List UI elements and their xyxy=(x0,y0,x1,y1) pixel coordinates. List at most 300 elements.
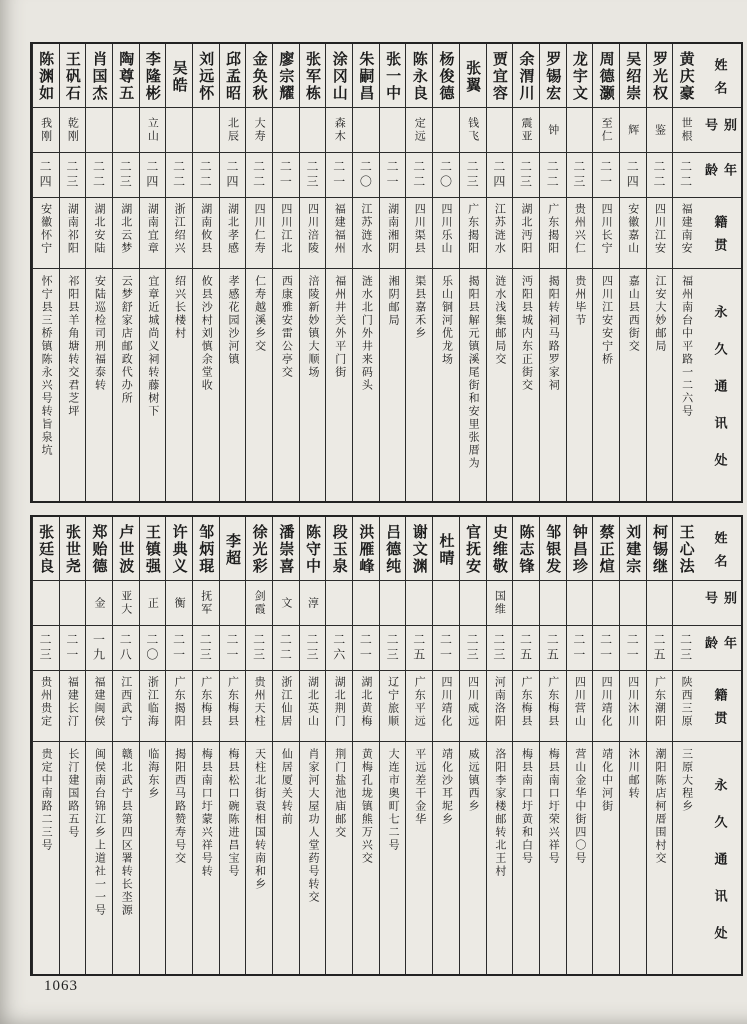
person-address: 贵定中南路二三号 xyxy=(40,748,53,852)
person-origin: 贵州兴仁 xyxy=(567,198,593,269)
person-origin: 四川江北 xyxy=(273,198,299,269)
person-name: 蔡正煊 xyxy=(593,517,619,581)
person-column xyxy=(619,44,646,501)
header-origin: 籍贯 xyxy=(699,198,741,269)
person-alias xyxy=(540,581,566,626)
person-alias: 淳 xyxy=(300,581,326,626)
person-age: 二〇 xyxy=(353,153,379,198)
person-age: 二二 xyxy=(540,153,566,198)
person-name: 陈志锋 xyxy=(513,517,539,581)
person-column xyxy=(379,517,406,974)
person-address: 祁阳县羊角塘转交君芝坪 xyxy=(66,275,79,418)
person-age: 二五 xyxy=(540,626,566,671)
person-origin: 湖北孝感 xyxy=(220,198,246,269)
person-address: 潮阳陈店柯厝围村交 xyxy=(653,748,666,865)
header-address: 永久通讯处 xyxy=(712,304,728,490)
person-age: 二二 xyxy=(86,153,112,198)
person-name: 王心法 xyxy=(673,517,699,581)
person-address: 三原大程乡 xyxy=(680,748,693,813)
person-age: 二四 xyxy=(620,153,646,198)
person-name: 金奂秋 xyxy=(246,44,272,108)
person-address: 大连市奥町七二号 xyxy=(387,748,400,852)
person-name: 邱孟昭 xyxy=(220,44,246,108)
person-column xyxy=(512,44,539,501)
person-name: 张世尧 xyxy=(60,517,86,581)
person-column xyxy=(325,44,352,501)
person-column xyxy=(379,44,406,501)
person-alias xyxy=(193,108,219,153)
person-age: 二三 xyxy=(193,626,219,671)
person-column xyxy=(432,44,459,501)
person-origin: 四川营山 xyxy=(567,671,593,742)
person-age: 二三 xyxy=(60,153,86,198)
person-age: 二四 xyxy=(33,153,59,198)
person-origin: 广东揭阳 xyxy=(166,671,192,742)
person-name: 贾宜容 xyxy=(487,44,513,108)
person-age: 二三 xyxy=(300,153,326,198)
person-column xyxy=(245,517,272,974)
person-address: 沐川邮转 xyxy=(627,748,640,800)
person-address: 江安大妙邮局 xyxy=(653,275,666,353)
person-column xyxy=(539,517,566,974)
person-address: 荆门盐池庙邮交 xyxy=(333,748,346,839)
person-origin: 安徽怀宁 xyxy=(33,198,59,269)
person-age: 一九 xyxy=(86,626,112,671)
person-alias xyxy=(33,581,59,626)
person-age: 二二 xyxy=(193,153,219,198)
person-origin: 广东梅县 xyxy=(513,671,539,742)
person-age: 二三 xyxy=(460,626,486,671)
header-column xyxy=(699,517,741,974)
person-address: 涟水北门外井来码头 xyxy=(360,275,373,392)
person-age: 二一 xyxy=(433,626,459,671)
person-column xyxy=(32,517,59,974)
person-alias: 亚大 xyxy=(113,581,139,626)
person-age: 二三 xyxy=(300,626,326,671)
person-origin: 福建福州 xyxy=(326,198,352,269)
person-alias xyxy=(273,108,299,153)
person-column xyxy=(59,44,86,501)
person-age: 二五 xyxy=(406,626,432,671)
person-origin: 安徽嘉山 xyxy=(620,198,646,269)
person-name: 王矾石 xyxy=(60,44,86,108)
person-origin: 贵州天柱 xyxy=(246,671,272,742)
person-alias xyxy=(567,581,593,626)
person-address: 云梦舒家店邮政代办所 xyxy=(120,275,133,405)
person-name: 吕德纯 xyxy=(380,517,406,581)
person-alias xyxy=(220,581,246,626)
person-address: 赣北武宁县第四区署转长坔源 xyxy=(120,748,133,917)
person-name: 陶尊五 xyxy=(113,44,139,108)
person-column xyxy=(219,517,246,974)
person-column xyxy=(672,517,699,974)
person-age: 二一 xyxy=(593,153,619,198)
person-address: 梅县南口圩蒙兴祥号转 xyxy=(200,748,213,878)
person-column xyxy=(59,517,86,974)
person-age: 二二 xyxy=(406,153,432,198)
person-address: 四川江安安宁桥 xyxy=(600,275,613,366)
person-column xyxy=(459,517,486,974)
person-age: 二八 xyxy=(113,626,139,671)
person-origin: 四川乐山 xyxy=(433,198,459,269)
person-address: 靖化中河街 xyxy=(600,748,613,813)
person-name: 张军栋 xyxy=(300,44,326,108)
person-address: 福州井关外平门街 xyxy=(333,275,346,379)
person-name: 邹银发 xyxy=(540,517,566,581)
person-alias xyxy=(487,108,513,153)
person-alias xyxy=(433,581,459,626)
person-address: 嘉山县西街交 xyxy=(627,275,640,353)
person-origin: 四川沐川 xyxy=(620,671,646,742)
person-name: 柯锡继 xyxy=(647,517,673,581)
person-address: 乐山铜河优龙场 xyxy=(440,275,453,366)
person-address: 黄梅孔垅镇熊万兴交 xyxy=(360,748,373,865)
person-age: 二〇 xyxy=(433,153,459,198)
header-alias: 别号 xyxy=(699,108,741,153)
person-alias: 正 xyxy=(140,581,166,626)
person-alias: 大寿 xyxy=(246,108,272,153)
person-age: 二六 xyxy=(326,626,352,671)
person-name: 段玉泉 xyxy=(326,517,352,581)
person-name: 钟昌珍 xyxy=(567,517,593,581)
person-name: 王镇强 xyxy=(140,517,166,581)
person-origin: 福建闽侯 xyxy=(86,671,112,742)
person-origin: 广东梅县 xyxy=(540,671,566,742)
directory-table-top xyxy=(30,42,743,503)
person-age: 二一 xyxy=(220,626,246,671)
person-origin: 湖北沔阳 xyxy=(513,198,539,269)
person-origin: 四川靖化 xyxy=(433,671,459,742)
person-alias: 立山 xyxy=(140,108,166,153)
person-alias xyxy=(406,581,432,626)
person-name: 陈永良 xyxy=(406,44,432,108)
person-name: 官抚安 xyxy=(460,517,486,581)
person-name: 陈守中 xyxy=(300,517,326,581)
person-origin: 广东梅县 xyxy=(220,671,246,742)
person-name: 刘远怀 xyxy=(193,44,219,108)
person-origin: 湖南宜章 xyxy=(140,198,166,269)
person-alias: 定远 xyxy=(406,108,432,153)
person-age: 二一 xyxy=(620,626,646,671)
person-name: 杜晴 xyxy=(433,517,459,581)
person-column xyxy=(192,44,219,501)
person-address: 揭阳县解元镇溪尾街和安里张厝为 xyxy=(467,275,480,470)
person-address: 长汀建国路五号 xyxy=(66,748,79,839)
person-name: 许典义 xyxy=(166,517,192,581)
person-alias xyxy=(380,108,406,153)
person-address: 平远差干金华 xyxy=(413,748,426,826)
person-age: 二三 xyxy=(246,626,272,671)
person-origin: 河南洛阳 xyxy=(487,671,513,742)
person-alias: 金 xyxy=(86,581,112,626)
header-address: 永久通讯处 xyxy=(712,777,728,963)
person-origin: 陕西三原 xyxy=(673,671,699,742)
person-origin: 浙江绍兴 xyxy=(166,198,192,269)
person-address: 涪陵新妙镇大顺场 xyxy=(307,275,320,379)
person-origin: 四川渠县 xyxy=(406,198,432,269)
person-name: 潘崇喜 xyxy=(273,517,299,581)
person-origin: 湖北云梦 xyxy=(113,198,139,269)
person-address: 绍兴长楼村 xyxy=(173,275,186,340)
person-age: 二二 xyxy=(647,153,673,198)
person-column xyxy=(272,517,299,974)
person-address: 渠县嘉禾乡 xyxy=(413,275,426,340)
person-age: 二三 xyxy=(487,626,513,671)
person-address: 涟水浅集邮局交 xyxy=(493,275,506,366)
header-name: 姓名 xyxy=(699,517,741,581)
person-name: 李超 xyxy=(220,517,246,581)
person-column xyxy=(139,517,166,974)
person-age: 二五 xyxy=(513,626,539,671)
person-alias xyxy=(60,581,86,626)
person-age: 二四 xyxy=(140,153,166,198)
person-origin: 四川威远 xyxy=(460,671,486,742)
person-column xyxy=(112,44,139,501)
person-age: 二二 xyxy=(673,153,699,198)
person-column xyxy=(486,44,513,501)
person-name: 罗光权 xyxy=(647,44,673,108)
person-name: 吴皓 xyxy=(166,44,192,108)
person-address: 梅县南口圩荣兴祥号 xyxy=(547,748,560,865)
person-age: 二五 xyxy=(647,626,673,671)
person-alias xyxy=(513,581,539,626)
person-age: 二四 xyxy=(487,153,513,198)
person-name: 罗锡宏 xyxy=(540,44,566,108)
person-name: 卢世波 xyxy=(113,517,139,581)
person-column xyxy=(165,44,192,501)
person-age: 二三 xyxy=(380,626,406,671)
person-alias: 钟 xyxy=(540,108,566,153)
person-alias: 鉴 xyxy=(647,108,673,153)
person-name: 徐光彩 xyxy=(246,517,272,581)
person-address: 靖化沙耳坭乡 xyxy=(440,748,453,826)
person-address: 营山金华中街四〇号 xyxy=(573,748,586,865)
person-name: 黄庆豪 xyxy=(673,44,699,108)
person-column xyxy=(592,517,619,974)
person-alias xyxy=(353,581,379,626)
directory-table-bottom xyxy=(30,515,743,976)
person-column xyxy=(486,517,513,974)
person-origin: 江苏涟水 xyxy=(353,198,379,269)
person-origin: 四川靖化 xyxy=(593,671,619,742)
person-alias xyxy=(620,581,646,626)
person-address: 福州南台中平路一二六号 xyxy=(680,275,693,418)
person-age: 二四 xyxy=(220,153,246,198)
person-age: 二一 xyxy=(567,626,593,671)
person-origin: 湖北黄梅 xyxy=(353,671,379,742)
person-name: 李隆彬 xyxy=(140,44,166,108)
person-address: 威远镇西乡 xyxy=(467,748,480,813)
person-name: 谢文渊 xyxy=(406,517,432,581)
person-address: 贵州毕节 xyxy=(573,275,586,327)
person-column xyxy=(352,44,379,501)
person-alias: 国维 xyxy=(487,581,513,626)
person-alias: 辉 xyxy=(620,108,646,153)
person-alias xyxy=(353,108,379,153)
person-alias xyxy=(593,581,619,626)
person-name: 张翼 xyxy=(460,44,486,108)
person-origin: 四川江安 xyxy=(647,198,673,269)
person-name: 杨俊德 xyxy=(433,44,459,108)
person-origin: 贵州贵定 xyxy=(33,671,59,742)
person-name: 吴绍崇 xyxy=(620,44,646,108)
person-address: 天柱北街袁相国转南和乡 xyxy=(253,748,266,891)
person-address: 揭阳西马路赞寿号交 xyxy=(173,748,186,865)
person-name: 邹炳琨 xyxy=(193,517,219,581)
person-age: 二一 xyxy=(353,626,379,671)
person-alias: 衡 xyxy=(166,581,192,626)
person-age: 二一 xyxy=(166,626,192,671)
person-address: 安陆巡检司刑福泰转 xyxy=(93,275,106,392)
person-alias xyxy=(113,108,139,153)
person-name: 涂冈山 xyxy=(326,44,352,108)
person-name: 廖宗耀 xyxy=(273,44,299,108)
person-column xyxy=(85,517,112,974)
person-name: 朱嗣昌 xyxy=(353,44,379,108)
person-address: 揭阳转祠马路罗家祠 xyxy=(547,275,560,392)
person-origin: 广东揭阳 xyxy=(540,198,566,269)
person-address: 洛阳李家楼邮转北王村 xyxy=(493,748,506,878)
person-alias xyxy=(86,108,112,153)
header-age: 年龄 xyxy=(699,153,741,198)
person-address: 仙居厦关转前 xyxy=(280,748,293,826)
person-origin: 湖南湘阴 xyxy=(380,198,406,269)
person-column xyxy=(192,517,219,974)
person-age: 二一 xyxy=(60,626,86,671)
person-column xyxy=(672,44,699,501)
person-column xyxy=(165,517,192,974)
person-age: 二三 xyxy=(33,626,59,671)
person-column xyxy=(299,517,326,974)
person-age: 二三 xyxy=(673,626,699,671)
person-alias: 我刚 xyxy=(33,108,59,153)
person-alias: 抚军 xyxy=(193,581,219,626)
person-name: 史维敬 xyxy=(487,517,513,581)
person-alias xyxy=(166,108,192,153)
person-alias: 文 xyxy=(273,581,299,626)
person-age: 二三 xyxy=(513,153,539,198)
person-address: 攸县沙村刘慎余堂收 xyxy=(200,275,213,392)
person-age: 二〇 xyxy=(140,626,166,671)
header-name: 姓名 xyxy=(699,44,741,108)
person-origin: 江苏涟水 xyxy=(487,198,513,269)
person-column xyxy=(352,517,379,974)
person-address: 宜章近城尚义祠转藤树下 xyxy=(146,275,159,418)
person-address: 孝感花园沙河镇 xyxy=(226,275,239,366)
person-age: 二三 xyxy=(567,153,593,198)
person-origin: 四川长宁 xyxy=(593,198,619,269)
person-column xyxy=(272,44,299,501)
person-alias xyxy=(673,581,699,626)
person-alias: 至仁 xyxy=(593,108,619,153)
person-alias: 剑霞 xyxy=(246,581,272,626)
person-column xyxy=(646,44,673,501)
header-age: 年龄 xyxy=(699,626,741,671)
person-alias xyxy=(326,581,352,626)
person-column xyxy=(405,44,432,501)
person-origin: 四川仁寿 xyxy=(246,198,272,269)
person-column xyxy=(112,517,139,974)
person-alias xyxy=(567,108,593,153)
person-column xyxy=(299,44,326,501)
person-address: 西康雅安雷公亭交 xyxy=(280,275,293,379)
person-column xyxy=(32,44,59,501)
header-column xyxy=(699,44,741,501)
person-column xyxy=(592,44,619,501)
person-column xyxy=(219,44,246,501)
person-alias xyxy=(380,581,406,626)
person-column xyxy=(459,44,486,501)
person-age: 二三 xyxy=(113,153,139,198)
person-alias: 钱飞 xyxy=(460,108,486,153)
person-address: 仁寿越溪乡交 xyxy=(253,275,266,353)
person-age: 二二 xyxy=(166,153,192,198)
person-name: 张一中 xyxy=(380,44,406,108)
person-name: 陈渊如 xyxy=(33,44,59,108)
person-origin: 江西武宁 xyxy=(113,671,139,742)
person-column xyxy=(139,44,166,501)
person-column xyxy=(619,517,646,974)
person-origin: 湖南祁阳 xyxy=(60,198,86,269)
person-column xyxy=(646,517,673,974)
header-origin: 籍贯 xyxy=(699,671,741,742)
person-name: 张廷良 xyxy=(33,517,59,581)
page-number: 1063 xyxy=(44,978,78,994)
person-alias xyxy=(647,581,673,626)
person-origin: 辽宁旅顺 xyxy=(380,671,406,742)
person-alias xyxy=(300,108,326,153)
person-column xyxy=(325,517,352,974)
person-age: 二二 xyxy=(246,153,272,198)
person-column xyxy=(512,517,539,974)
person-address: 怀宁县三桥镇陈永兴号转旨泉坑 xyxy=(40,275,53,457)
person-age: 二一 xyxy=(326,153,352,198)
person-age: 二一 xyxy=(273,153,299,198)
person-address: 沔阳县城内东正街交 xyxy=(520,275,533,392)
person-origin: 浙江仙居 xyxy=(273,671,299,742)
person-address: 肖家河大屋功人堂药号转交 xyxy=(307,748,320,904)
person-name: 龙宇文 xyxy=(567,44,593,108)
person-alias xyxy=(460,581,486,626)
person-alias: 森木 xyxy=(326,108,352,153)
person-name: 周德灏 xyxy=(593,44,619,108)
person-alias: 震亚 xyxy=(513,108,539,153)
person-address: 梅县南口圩黄和白号 xyxy=(520,748,533,865)
person-origin: 广东揭阳 xyxy=(460,198,486,269)
person-name: 余渭川 xyxy=(513,44,539,108)
person-age: 二一 xyxy=(380,153,406,198)
person-column xyxy=(245,44,272,501)
person-alias: 北辰 xyxy=(220,108,246,153)
person-age: 二三 xyxy=(460,153,486,198)
header-alias: 别号 xyxy=(699,581,741,626)
person-address: 梅县松口碗陈进昌宝号 xyxy=(226,748,239,878)
person-column xyxy=(539,44,566,501)
person-origin: 四川涪陵 xyxy=(300,198,326,269)
person-origin: 浙江临海 xyxy=(140,671,166,742)
person-column xyxy=(85,44,112,501)
person-origin: 福建长汀 xyxy=(60,671,86,742)
person-origin: 湖北安陆 xyxy=(86,198,112,269)
person-age: 二二 xyxy=(273,626,299,671)
person-origin: 广东潮阳 xyxy=(647,671,673,742)
person-address: 闽侯南台锦江乡上道社一一号 xyxy=(93,748,106,917)
person-alias xyxy=(433,108,459,153)
person-column xyxy=(566,44,593,501)
person-column xyxy=(405,517,432,974)
person-name: 郑贻德 xyxy=(86,517,112,581)
person-age: 二一 xyxy=(593,626,619,671)
